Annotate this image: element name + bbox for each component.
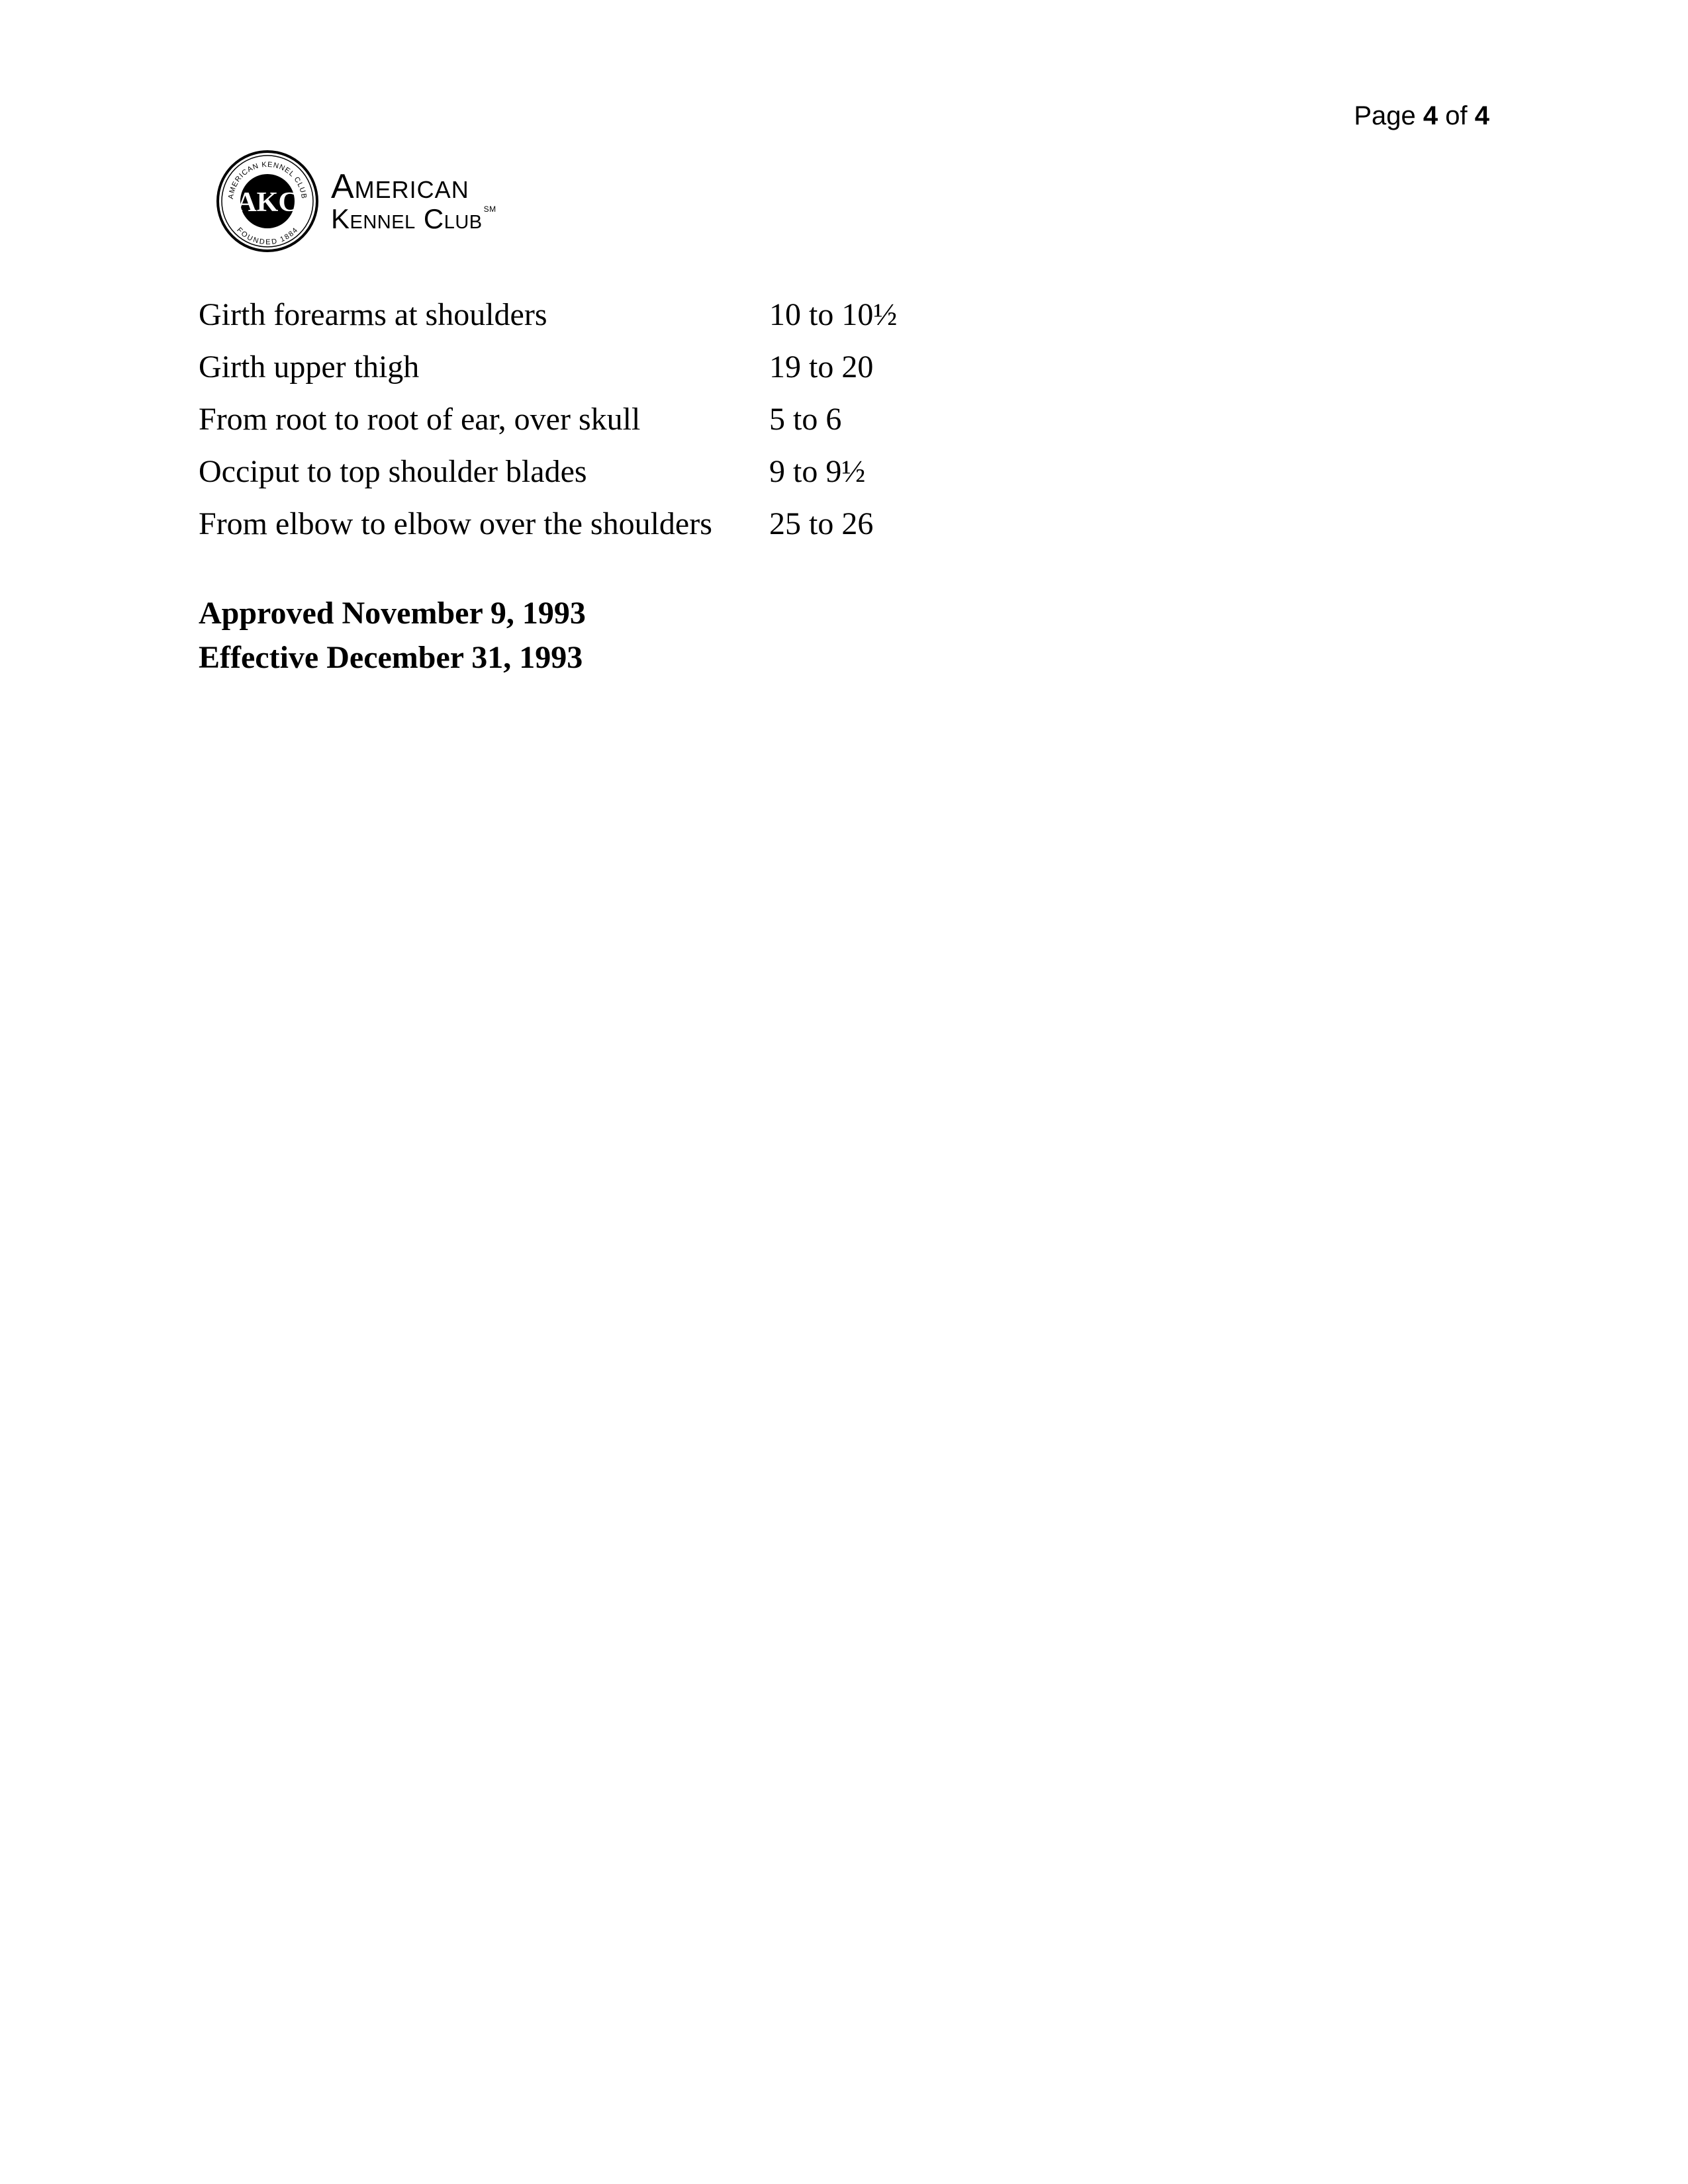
measurement-row [199,393,897,445]
measurement-row [199,498,897,550]
wordmark-line2-wrap [331,205,496,233]
measurement-label: Occiput to top shoulder blades [199,454,587,489]
seal-center-text: AKC [236,187,299,218]
wordmark-line2: Kennel Club [331,203,483,234]
effective-date: Effective December 31, 1993 [199,640,583,675]
measurement-label: Girth forearms at shoulders [199,297,547,332]
page-separator: of [1445,101,1468,130]
seal-bottom-text: FOUNDED 1884 [235,226,300,247]
approval-dates [199,591,586,680]
measurement-label: Girth upper thigh [199,349,420,385]
trademark-mark: SM [483,205,496,214]
measurement-label: From elbow to elbow over the shoulders [199,506,712,541]
akc-wordmark [331,169,496,233]
measurement-row [199,341,897,393]
measurement-row [199,289,897,341]
page-current: 4 [1423,101,1438,130]
measurement-value: 9 to 9½ [769,454,866,489]
measurement-value: 10 to 10½ [769,297,898,332]
measurement-value: 5 to 6 [769,402,842,437]
wordmark-line1: American [331,167,469,206]
akc-logo [216,150,496,253]
measurement-row [199,445,897,498]
approved-date: Approved November 9, 1993 [199,596,586,631]
page-total: 4 [1474,101,1489,130]
page-number [1354,99,1489,132]
measurements-table [199,289,897,550]
svg-text:FOUNDED 1884 [235,226,300,247]
seal-top-text: AMERICAN KENNEL CLUB [226,160,308,200]
measurement-label: From root to root of ear, over skull [199,402,641,437]
measurement-value: 19 to 20 [769,349,874,385]
akc-seal-icon [216,150,319,253]
measurement-value: 25 to 26 [769,506,874,541]
page-prefix: Page [1354,101,1416,130]
